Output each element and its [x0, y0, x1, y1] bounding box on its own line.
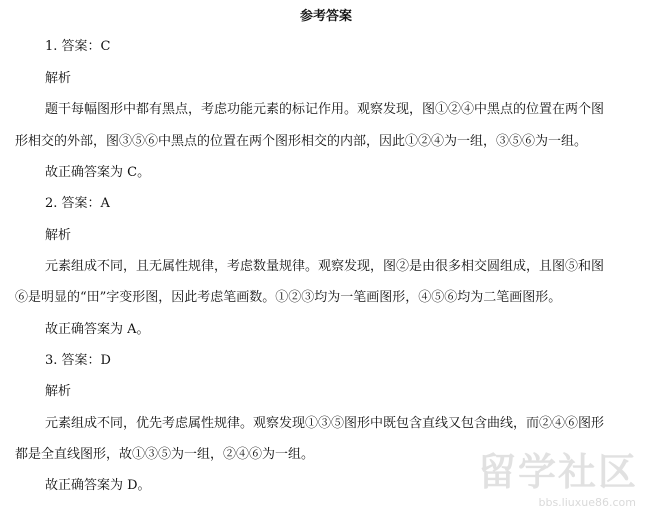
q1-analysis-heading: 解析 — [45, 71, 72, 86]
watermark-url: bbs.liuxue86.com — [538, 496, 636, 509]
site-watermark — [468, 451, 638, 509]
watermark-logo-text: 留学社区 — [477, 450, 638, 494]
q1-analysis-line-1: 题干每幅图形中都有黑点，考虑功能元素的标记作用。观察发现，图①②④中黑点的位置在两个图 — [45, 102, 605, 117]
page-title: 参考答案 — [299, 9, 352, 24]
q2-analysis-heading: 解析 — [45, 228, 72, 243]
q3-analysis-line-2: 都是全直线图形，故①③⑤为一组，②④⑥为一组。 — [15, 447, 315, 462]
q2-conclusion: 故正确答案为 A。 — [45, 322, 150, 337]
q1-analysis-line-2: 形相交的外部，图③⑤⑥中黑点的位置在两个图形相交的内部，因此①②④为一组，③⑤⑥为一组。 — [15, 134, 588, 149]
q2-answer: 2. 答案：A — [45, 196, 110, 211]
q3-conclusion: 故正确答案为 D。 — [45, 478, 151, 493]
q1-conclusion: 故正确答案为 C。 — [45, 165, 151, 180]
q3-analysis-heading: 解析 — [45, 384, 72, 399]
q3-analysis-line-1: 元素组成不同，优先考虑属性规律。观察发现①③⑤图形中既包含直线又包含曲线，而②④⑥图形 — [45, 416, 605, 431]
q1-answer: 1. 答案：C — [45, 39, 111, 54]
q3-answer: 3. 答案：D — [45, 353, 111, 368]
q2-analysis-line-2: ⑥是明显的“田”字变形图，因此考虑笔画数。①②③均为一笔画图形，④⑤⑥均为二笔画图形。 — [15, 290, 562, 305]
q2-analysis-line-1: 元素组成不同，且无属性规律，考虑数量规律。观察发现，图②是由很多相交圆组成，且图⑤和图 — [45, 259, 605, 274]
